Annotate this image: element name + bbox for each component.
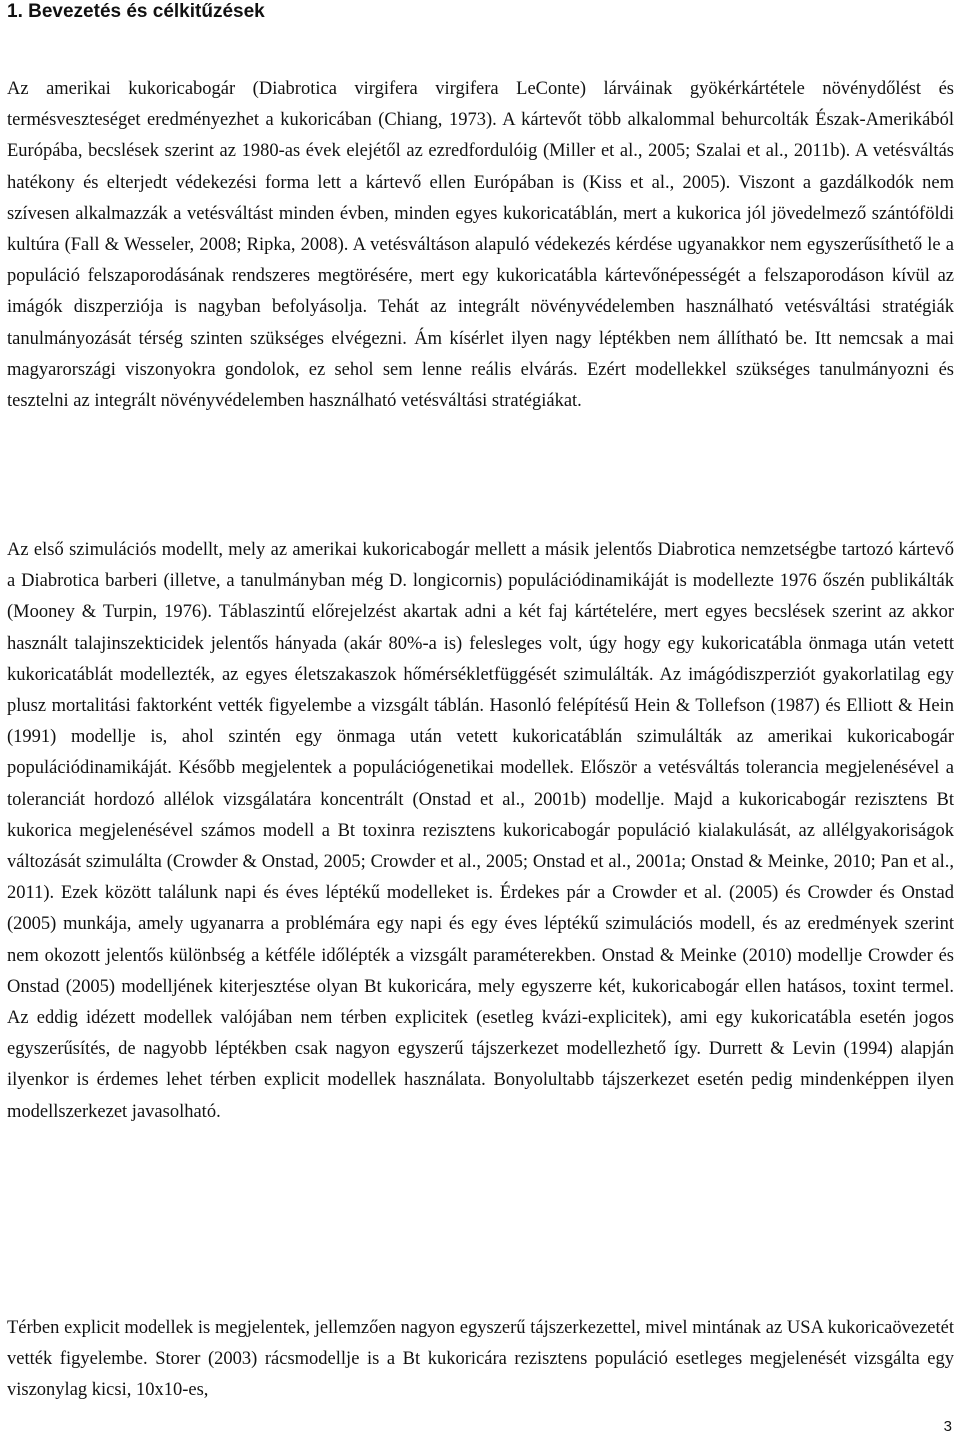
paragraph-text: Az amerikai kukoricabogár (Diabrotica virgifera virgifera LeConte) lárváinak gyökérkártétele növénydőlést és termésveszteséget eredményezhet a kukoricában (Chiang, 1973). A kártevőt több alkalommal behurcolták Észak-Amerikából Európába, becslések szerint az 1980-as évek elejétől az ezredfordulóig (Miller et al., 2005; Szalai et al., 2011b). A vetésváltás hatékony és elterjedt védekezési forma lett a kártevő ellen Európában is (Kiss et al., 2005). Viszont a gazdálkodók nem szívesen alkalmazzák a vetésváltást minden évben, minden egyes kukoricatáblán, mert a kukorica jól jövedelmező szántóföldi kultúra (Fall & Wesseler, 2008; Ripka, 2008). A vetésváltáson alapuló védekezés kérdése ugyanakkor nem egyszerűsíthető le a populáció felszaporodásának rendszeres megtörésére, mert egy kukoricatábla kártevőnépességét a felszaporodáson kívül az imágók diszperziója is nagyban befolyásolja. Tehát az integrált növényvédelemben használható vetésváltási stratégiák tanulmányozását térség szinten szükséges elvégezni. Ám kísérlet ilyen nagy léptékben nem állítható be. Itt nemcsak a mai magyarországi viszonyokra gondolok, ez sehol sem lenne reális elvárás. Ezért modellekkel szükséges tanulmányozni és tesztelni az integrált növényvédelemben használható vetésváltási stratégiákat.: [7, 79, 954, 412]
paragraph-text: Az első szimulációs modellt, mely az amerikai kukoricabogár mellett a másik jelentős Diabrotica nemzetségbe tartozó kártevő a Diabrotica barberi (illetve, a tanulmányban még D. longicornis) populációdinamikáját is modellezte 1976 őszén publikálták (Mooney & Turpin, 1976). Táblaszintű előrejelzést akartak adni a két faj kártételére, mert egyes becslések szerint az akkor használt talajinszekticidek jelentős hányada (akár 80%-a is) felesleges volt, úgy hogy egy kukoricatábla önmaga után vetett kukoricatáblát modellezték, az egyes életszakaszok hőmérsékletfüggését szimulálták. Az imágódiszperziót gyakorlatilag egy plusz mortalitási faktorként vették figyelembe a vizsgált táblán. Hasonló felépítésű Hein & Tollefson (1987) és Elliott & Hein (1991) modellje is, ahol szintén egy önmaga után vetett kukoricatáblán szimulálták az amerikai kukoricabogár populációdinamikáját. Később megjelentek a populációgenetikai modellek. Először a vetésváltás tolerancia megjelenésével a toleranciát hordozó allélok vizsgálatára koncentrált (Onstad et al., 2001b) modellje. Majd a kukoricabogár rezisztens Bt kukorica megjelenésével számos modell a Bt toxinra rezisztens kukoricabogár populáció kialakulását, az allélgyakoriságok változását szimulálta (Crowder & Onstad, 2005; Crowder et al., 2005; Onstad et al., 2001a; Onstad & Meinke, 2010; Pan et al., 2011). Ezek között találunk napi és éves léptékű modelleket is. Érdekes pár a Crowder et al. (2005) és Crowder és Onstad (2005) munkája, amely ugyanarra a problémára egy napi és egy éves léptékű szimulációs modell, és az eredmények szerint nem okozott jelentős különbség a kétféle időlépték a vizsgált paraméterekben. Onstad & Meinke (2010) modellje Crowder és Onstad (2005) modelljének kiterjesztése olyan Bt kukoricára, mely egyszerre két, kukoricabogár ellen hatásos, toxint termel. Az eddig idézett modellek valójában nem térben explicitek (esetleg kvázi-explicitek), ami egy kukoricatábla esetén jogos egyszerűsítés, de nagyobb léptékben csak nagyon egyszerű tájszerkezet modellezhető így. Durrett & Levin (1994) alapján ilyenkor is érdemes lehet térben explicit modellek használata. Bonyolultabb tájszerkezet esetén pedig mindenképpen ilyen modellszerkezet javasolható.: [7, 540, 954, 1122]
paragraph-models: [7, 535, 954, 1128]
paragraph-spatial-models: [7, 1313, 954, 1407]
paragraph-text: Térben explicit modellek is megjelentek, jellemzően nagyon egyszerű tájszerkezettel, mivel mintának az USA kukoricaövezetét vették figyelembe. Storer (2003) rácsmodellje is a Bt kukoricára rezisztens populáció esetleges megjelenését vizsgálta egy viszonylag kicsi, 10x10-es,: [7, 1318, 954, 1401]
paragraph-intro: [7, 74, 954, 417]
page-number: 3: [943, 1418, 952, 1435]
section-heading: 1. Bevezetés és célkitűzések: [7, 1, 265, 22]
